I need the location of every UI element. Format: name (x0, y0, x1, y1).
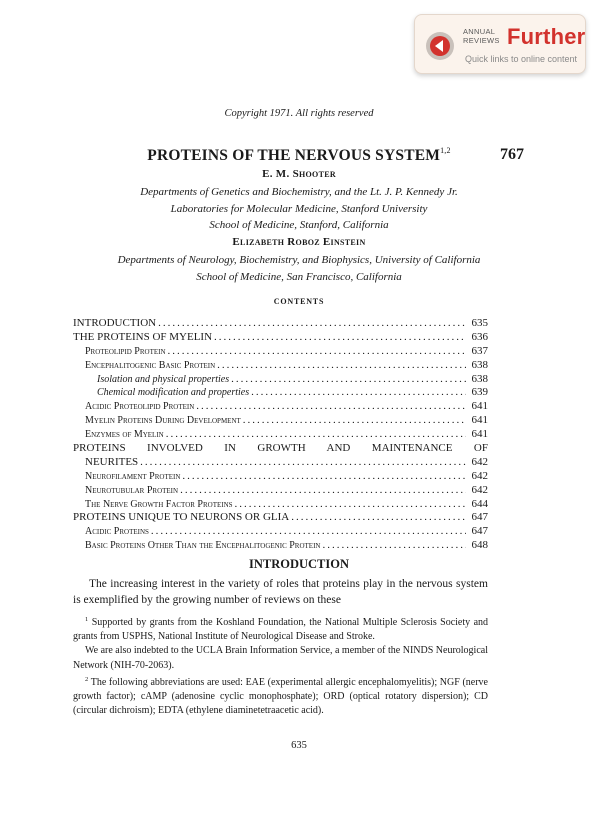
toc-entry[interactable]: Neurofilament Protein ..... 642 (73, 470, 488, 484)
toc-entry[interactable]: Acidic Proteins ..... 647 (73, 525, 488, 539)
toc-entry[interactable]: THE PROTEINS OF MYELIN ..... 636 (73, 331, 488, 345)
author-affiliation: Departments of Genetics and Biochemistry, and the Lt. J. P. Kennedy Jr. Laboratories for Molecular Medicine, Stanford University School of Medicine, Stanford, California (140, 186, 458, 231)
annual-reviews-wordmark: ANNUAL REVIEWS (463, 27, 500, 45)
footnote: We are also indebted to the UCLA Brain Information Service, a member of the NINDS Neurological Network (NIH-70-2063). (73, 645, 488, 671)
toc-entry[interactable]: Neurotubular Protein ..... 642 (73, 484, 488, 498)
toc-entry[interactable]: The Nerve Growth Factor Proteins ..... 644 (73, 498, 488, 512)
contents-heading: CONTENTS (273, 297, 325, 306)
toc-entry[interactable]: NEURITES ..... 642 (73, 456, 488, 470)
further-badge[interactable] (414, 14, 586, 74)
toc-entry[interactable]: Acidic Proteolipid Protein ..... 641 (73, 400, 488, 414)
author-affiliation: Departments of Neurology, Biochemistry, and Biophysics, University of California School of Medicine, San Francisco, California (117, 254, 481, 283)
title-footnote-mark: 1,2 (440, 146, 451, 155)
footnote: $^2$ The following abbreviations are used: EAE (experimental allergic encephalomyelitis); NGF (nerve growth factor); cAMP (adenosine cyclic monophosphate); ORD (optical rotatory dispersion); CD (circular dichroism); EDTA (ethylene diaminetetraacetic acid). (73, 675, 488, 717)
copyright-line: Copyright 1971. All rights reserved (224, 108, 374, 119)
intro-text (73, 576, 488, 608)
further-brand: Further (507, 24, 586, 49)
annual-reviews-logo-icon (425, 31, 455, 61)
toc-entry[interactable]: PROTEINS UNIQUE TO NEURONS OR GLIA ..... 647 (73, 511, 488, 525)
section-heading: INTRODUCTION (248, 557, 349, 571)
footer-page-number: 635 (291, 740, 307, 751)
author-name: E. M. Shooter (262, 168, 336, 180)
toc-entry[interactable]: INTRODUCTION ..... 635 (73, 317, 488, 331)
footnote: $^1$ Supported by grants from the Koshland Foundation, the National Multiple Sclerosis Society and grants from USPHS, National Institute of Neurological Disease and Stroke. (73, 616, 489, 643)
page-number: 767 (500, 146, 524, 163)
toc-entry[interactable]: Encephalitogenic Basic Protein ..... 638 (73, 359, 488, 373)
intro-paragraph: The increasing interest in the variety of roles that proteins play in the nervous system is exemplified by the growing number of reviews on these (73, 578, 488, 606)
toc-entry[interactable]: PROTEINS INVOLVED IN GROWTH AND MAINTENANCE OF (73, 442, 488, 455)
toc-entry[interactable]: Proteolipid Protein ..... 637 (73, 345, 488, 359)
footnotes (73, 613, 488, 718)
toc-entry[interactable]: Enzymes of Myelin ..... 641 (73, 428, 488, 442)
toc-entry[interactable]: Chemical modification and properties ..... 639 (73, 386, 488, 400)
article-title: PROTEINS OF THE NERVOUS SYSTEM$^{1,2}$ (147, 146, 451, 164)
toc-entry[interactable]: Myelin Proteins During Development ..... 641 (73, 414, 488, 428)
table-of-contents (73, 317, 488, 553)
toc-entry[interactable]: Basic Proteins Other Than the Encephalitogenic Protein ..... 648 (73, 539, 488, 553)
further-tagline: Quick links to online content (465, 54, 578, 64)
author-name: Elizabeth Roboz Einstein (232, 236, 366, 248)
toc-entry[interactable]: Isolation and physical properties ..... 638 (73, 373, 488, 387)
